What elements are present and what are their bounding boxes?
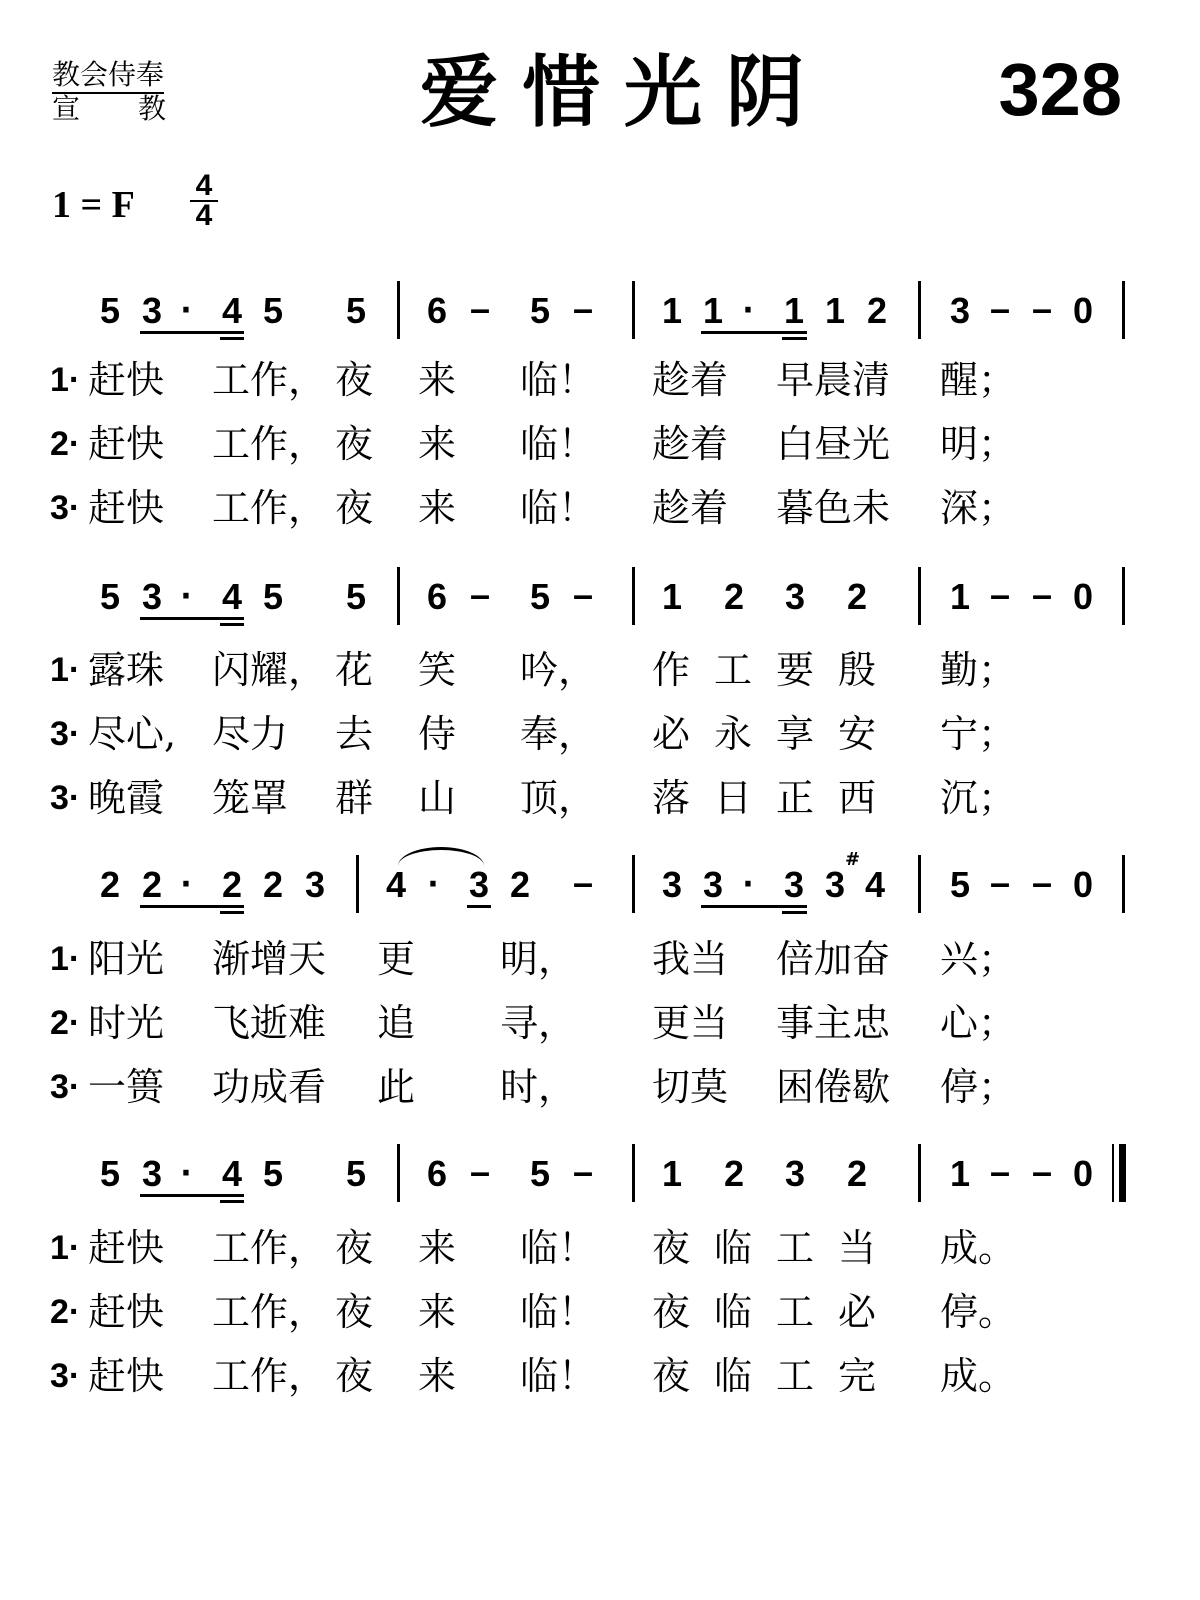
lyric: 笑 <box>418 648 457 692</box>
note: 3 <box>141 576 163 617</box>
lyric: 临 <box>714 1354 753 1398</box>
bar-line <box>632 567 635 625</box>
beam <box>220 911 244 914</box>
sustain-dash: – <box>989 1151 1011 1192</box>
lyric: 山 <box>418 776 457 820</box>
notation-line-2 <box>0 573 1200 629</box>
beam <box>701 905 807 908</box>
lyric-line <box>0 1063 1200 1111</box>
verse-number: 3· <box>50 715 81 753</box>
lyric-line <box>0 774 1200 822</box>
lyric: 沉； <box>940 776 1017 820</box>
note: 3 <box>783 864 805 905</box>
lyric: 花 <box>335 648 374 692</box>
lyric: 追 <box>377 1001 416 1045</box>
sustain-dash: – <box>572 288 594 329</box>
lyric: 寻， <box>500 1001 577 1045</box>
lyric: 闪耀， <box>212 648 327 692</box>
subcategory-char-2: 教 <box>138 92 167 125</box>
subcategory-label <box>52 92 166 126</box>
bar-line <box>397 1144 400 1202</box>
verse-number: 3· <box>50 779 81 817</box>
notation-line-4 <box>0 1150 1200 1206</box>
note: 1 <box>702 290 724 331</box>
bar-line <box>632 281 635 339</box>
lyric: 暮色未 <box>776 486 891 530</box>
lyric: 临！ <box>520 1354 597 1398</box>
lyric: 夜 <box>335 1226 374 1270</box>
lyric: 殷 <box>838 648 877 692</box>
lyric: 临！ <box>520 422 597 466</box>
lyric: 一篑 <box>88 1065 165 1109</box>
note: 5 <box>262 290 284 331</box>
sustain-dash: – <box>989 574 1011 615</box>
lyric: 工 <box>714 648 753 692</box>
lyric: 工 <box>776 1290 815 1334</box>
note: 5 <box>345 1153 367 1194</box>
lyric: 笼罩 <box>212 776 289 820</box>
lyric: 趁着 <box>652 486 729 530</box>
lyric: 赶快 <box>88 1290 165 1334</box>
lyric: 顶， <box>520 776 597 820</box>
lyric: 吟， <box>520 648 597 692</box>
final-bar-thin <box>1112 1144 1114 1202</box>
note: 1 <box>783 290 805 331</box>
lyric: 时， <box>500 1065 577 1109</box>
lyric: 尽心, <box>88 712 177 756</box>
note: 5 <box>949 864 971 905</box>
lyric: 去 <box>335 712 374 756</box>
verse-number: 3· <box>50 1357 81 1395</box>
note: 2 <box>846 1153 868 1194</box>
sustain-dash: – <box>572 862 594 903</box>
verse-number: 1· <box>50 361 81 399</box>
lyric: 晚霞 <box>88 776 165 820</box>
note: 5 <box>99 576 121 617</box>
lyric: 时光 <box>88 1001 165 1045</box>
note: 6 <box>426 290 448 331</box>
note: 1 <box>824 290 846 331</box>
lyric: 此 <box>377 1065 416 1109</box>
note: 1 <box>661 1153 683 1194</box>
time-signature-top: 4 <box>190 172 218 202</box>
lyric: 事主忠 <box>776 1001 891 1045</box>
note: 4 <box>221 290 243 331</box>
lyric: 夜 <box>335 358 374 402</box>
lyric: 趁着 <box>652 358 729 402</box>
beam <box>782 337 807 340</box>
lyric: 正 <box>776 776 815 820</box>
lyric-line <box>0 1224 1200 1272</box>
note: 3 <box>784 576 806 617</box>
lyric: 来 <box>418 1226 457 1270</box>
lyric-line <box>0 420 1200 468</box>
note: 5 <box>345 576 367 617</box>
subcategory-char-1: 宣 <box>52 92 81 125</box>
lyric: 来 <box>418 1290 457 1334</box>
lyric-line <box>0 356 1200 404</box>
bar-line <box>632 1144 635 1202</box>
lyric: 工 <box>776 1354 815 1398</box>
lyric: 切莫 <box>652 1065 729 1109</box>
note: 3 <box>141 290 163 331</box>
notation-line-3 <box>0 849 1200 917</box>
beam <box>140 905 244 908</box>
lyric: 工作， <box>212 1354 327 1398</box>
beam <box>220 337 244 340</box>
bar-line <box>918 281 921 339</box>
sharp-accidental: # <box>845 849 861 870</box>
lyric: 赶快 <box>88 486 165 530</box>
note: 0 <box>1072 290 1094 331</box>
lyric: 享 <box>776 712 815 756</box>
note: 4 <box>385 864 407 905</box>
lyric: 来 <box>418 1354 457 1398</box>
note: 5 <box>99 1153 121 1194</box>
verse-number: 2· <box>50 425 81 463</box>
note: 3 <box>141 1153 163 1194</box>
note: 3 <box>784 1153 806 1194</box>
hymn-title: 爱惜光阴 <box>420 47 829 138</box>
note: 5 <box>345 290 367 331</box>
bar-line <box>1122 567 1125 625</box>
verse-number: 2· <box>50 1293 81 1331</box>
hymn-number: 328 <box>998 48 1122 131</box>
lyric: 夜 <box>335 422 374 466</box>
lyric: 赶快 <box>88 422 165 466</box>
lyric: 安 <box>838 712 877 756</box>
note: 2 <box>262 864 284 905</box>
lyric: 明； <box>940 422 1017 466</box>
lyric: 夜 <box>652 1290 691 1334</box>
lyric: 深； <box>940 486 1017 530</box>
lyric: 临！ <box>520 1226 597 1270</box>
beam <box>782 911 807 914</box>
lyric: 勤； <box>940 648 1017 692</box>
lyric: 夜 <box>335 486 374 530</box>
lyric-line <box>0 1288 1200 1336</box>
lyric: 工 <box>776 1226 815 1270</box>
lyric: 困倦歇 <box>776 1065 891 1109</box>
note: 2 <box>99 864 121 905</box>
bar-line <box>918 567 921 625</box>
note: 5 <box>262 1153 284 1194</box>
sustain-dash: – <box>469 1151 491 1192</box>
bar-line <box>918 855 921 913</box>
lyric: 尽力 <box>212 712 289 756</box>
lyric: 临 <box>714 1290 753 1334</box>
lyric: 明， <box>500 937 577 981</box>
note: 3 <box>661 864 683 905</box>
lyric-line <box>0 646 1200 694</box>
lyric: 工作， <box>212 422 327 466</box>
verse-number: 3· <box>50 1068 81 1106</box>
lyric: 临！ <box>520 1290 597 1334</box>
verse-number: 3· <box>50 489 81 527</box>
sustain-dash: – <box>1031 574 1053 615</box>
lyric: 群 <box>335 776 374 820</box>
note: 6 <box>426 1153 448 1194</box>
lyric: 工作， <box>212 1226 327 1270</box>
lyric-line <box>0 710 1200 758</box>
sustain-dash: – <box>1031 1151 1053 1192</box>
lyric: 夜 <box>652 1226 691 1270</box>
bar-line <box>918 1144 921 1202</box>
note: 0 <box>1072 864 1094 905</box>
bar-line <box>1122 855 1125 913</box>
note: 2 <box>846 576 868 617</box>
note: 1 <box>949 576 971 617</box>
lyric-line <box>0 484 1200 532</box>
lyric: 趁着 <box>652 422 729 466</box>
beam <box>701 331 807 334</box>
sustain-dash: – <box>572 574 594 615</box>
lyric: 作 <box>652 648 691 692</box>
beam <box>140 331 244 334</box>
beam <box>467 905 491 908</box>
lyric: 露珠 <box>88 648 165 692</box>
note: 2 <box>509 864 531 905</box>
lyric: 工作， <box>212 486 327 530</box>
note: 3 <box>824 864 846 905</box>
note: 3 <box>468 864 490 905</box>
lyric: 工作， <box>212 358 327 402</box>
notation-line-1 <box>0 287 1200 343</box>
verse-number: 1· <box>50 1229 81 1267</box>
lyric: 阳光 <box>88 937 165 981</box>
lyric: 来 <box>418 422 457 466</box>
note: 3 <box>702 864 724 905</box>
lyric: 成。 <box>940 1226 1017 1270</box>
rhythm-dot: · <box>427 867 439 902</box>
lyric: 临！ <box>520 486 597 530</box>
note: 3 <box>304 864 326 905</box>
sustain-dash: – <box>469 574 491 615</box>
lyric: 日 <box>714 776 753 820</box>
note: 5 <box>529 576 551 617</box>
bar-line <box>397 567 400 625</box>
note: 2 <box>866 290 888 331</box>
sustain-dash: – <box>1031 288 1053 329</box>
lyric: 来 <box>418 358 457 402</box>
lyric: 功成看 <box>212 1065 327 1109</box>
sustain-dash: – <box>1031 862 1053 903</box>
lyric: 奉， <box>520 712 597 756</box>
note: 5 <box>529 290 551 331</box>
note: 2 <box>141 864 163 905</box>
lyric: 早晨清 <box>776 358 891 402</box>
sustain-dash: – <box>989 288 1011 329</box>
note: 2 <box>221 864 243 905</box>
sustain-dash: – <box>989 862 1011 903</box>
note: 5 <box>262 576 284 617</box>
note: 2 <box>723 576 745 617</box>
lyric: 我当 <box>652 937 729 981</box>
lyric: 西 <box>838 776 877 820</box>
lyric: 临！ <box>520 358 597 402</box>
sustain-dash: – <box>572 1151 594 1192</box>
beam <box>140 1194 244 1197</box>
note: 1 <box>661 576 683 617</box>
bar-line <box>356 855 359 913</box>
rhythm-dot: · <box>180 579 192 614</box>
lyric: 赶快 <box>88 1354 165 1398</box>
lyric: 渐增天 <box>212 937 327 981</box>
note: 1 <box>661 290 683 331</box>
lyric: 侍 <box>418 712 457 756</box>
lyric-line <box>0 1352 1200 1400</box>
lyric-line <box>0 999 1200 1047</box>
time-signature <box>190 169 218 232</box>
lyric-line <box>0 935 1200 983</box>
lyric: 醒； <box>940 358 1017 402</box>
beam <box>220 623 244 626</box>
lyric: 赶快 <box>88 1226 165 1270</box>
key-signature: 1 = F <box>52 184 135 226</box>
lyric: 必 <box>838 1290 877 1334</box>
note: 5 <box>99 290 121 331</box>
note: 0 <box>1072 1153 1094 1194</box>
lyric: 要 <box>776 648 815 692</box>
lyric: 完 <box>838 1354 877 1398</box>
rhythm-dot: · <box>742 293 754 328</box>
lyric: 停； <box>940 1065 1017 1109</box>
note: 0 <box>1072 576 1094 617</box>
beam <box>140 617 244 620</box>
lyric: 永 <box>714 712 753 756</box>
lyric: 倍加奋 <box>776 937 891 981</box>
note: 2 <box>723 1153 745 1194</box>
lyric: 心； <box>940 1001 1017 1045</box>
note: 4 <box>221 576 243 617</box>
note: 6 <box>426 576 448 617</box>
beam <box>220 1200 244 1203</box>
lyric: 来 <box>418 486 457 530</box>
verse-number: 1· <box>50 651 81 689</box>
sustain-dash: – <box>469 288 491 329</box>
bar-line <box>397 281 400 339</box>
lyric: 飞逝难 <box>212 1001 327 1045</box>
lyric: 白昼光 <box>776 422 891 466</box>
time-signature-bottom: 4 <box>195 199 213 232</box>
lyric: 兴； <box>940 937 1017 981</box>
final-bar-thick <box>1119 1144 1126 1202</box>
rhythm-dot: · <box>180 867 192 902</box>
verse-number: 1· <box>50 940 81 978</box>
bar-line <box>632 855 635 913</box>
lyric: 更 <box>377 937 416 981</box>
lyric: 夜 <box>652 1354 691 1398</box>
note: 5 <box>529 1153 551 1194</box>
bar-line <box>1122 281 1125 339</box>
lyric: 当 <box>838 1226 877 1270</box>
lyric: 宁； <box>940 712 1017 756</box>
verse-number: 2· <box>50 1004 81 1042</box>
lyric: 夜 <box>335 1354 374 1398</box>
lyric: 工作， <box>212 1290 327 1334</box>
note: 4 <box>864 864 886 905</box>
rhythm-dot: · <box>180 1156 192 1191</box>
lyric: 赶快 <box>88 358 165 402</box>
note: 1 <box>949 1153 971 1194</box>
lyric: 更当 <box>652 1001 729 1045</box>
rhythm-dot: · <box>742 867 754 902</box>
lyric: 夜 <box>335 1290 374 1334</box>
note: 3 <box>949 290 971 331</box>
lyric: 落 <box>652 776 691 820</box>
lyric: 停。 <box>940 1290 1017 1334</box>
category-label: 教会侍奉 <box>52 58 164 94</box>
note: 4 <box>221 1153 243 1194</box>
lyric: 成。 <box>940 1354 1017 1398</box>
rhythm-dot: · <box>180 293 192 328</box>
lyric: 临 <box>714 1226 753 1270</box>
lyric: 必 <box>652 712 691 756</box>
